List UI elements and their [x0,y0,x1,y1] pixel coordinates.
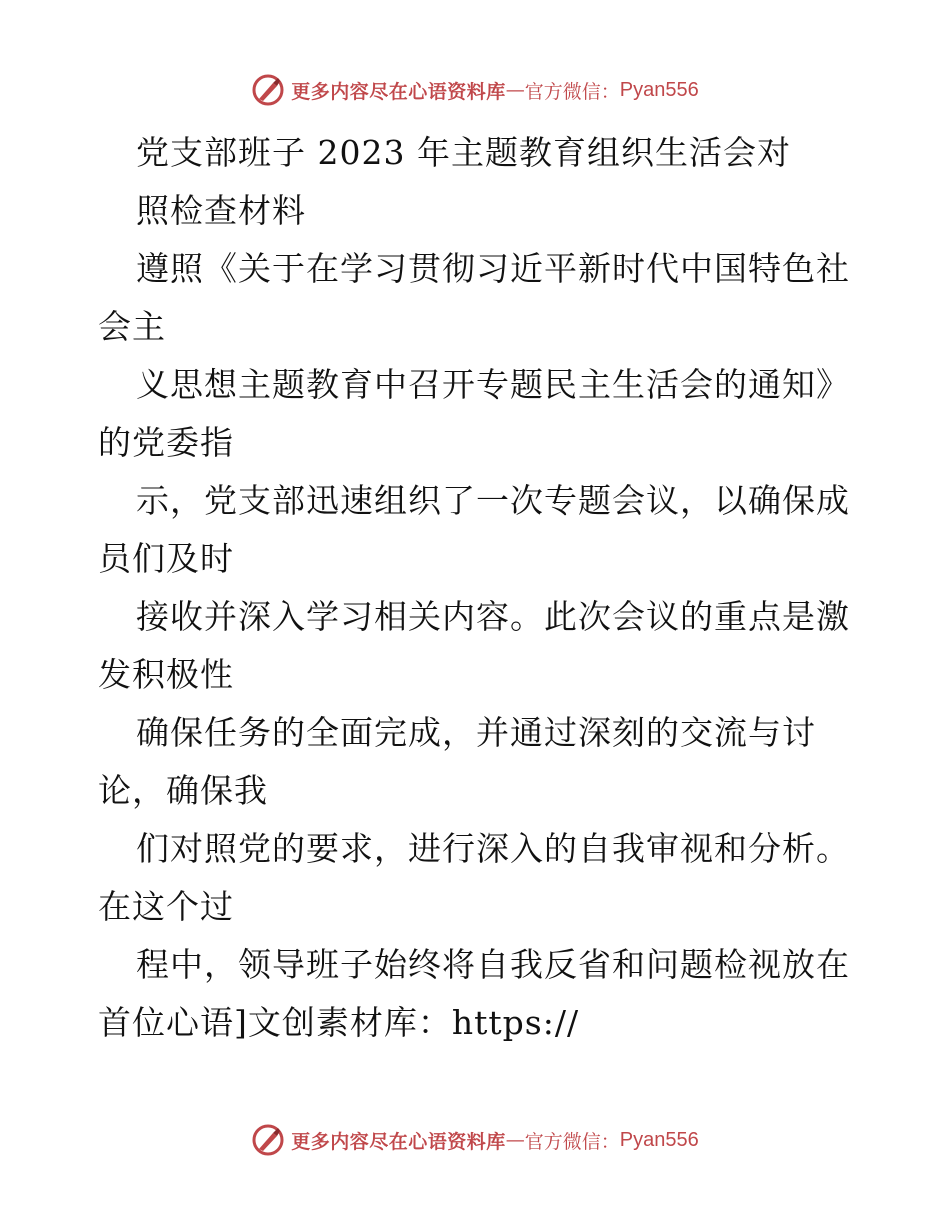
text-line: 确保任务的全面完成，并通过深刻的交流与讨 [136,713,816,752]
watermark-separator: — [505,79,525,101]
text-line: 员们及时 [98,539,234,578]
pen-logo-icon [251,1123,285,1157]
text-line: 接收并深入学习相关内容。此次会议的重点是激 [136,597,850,636]
text-line: 照检查材料 [136,191,306,230]
watermark-id: Pyan556 [619,78,699,101]
watermark-separator: — [505,1129,525,1151]
text-line: 会主 [98,307,166,346]
text-line: 程中，领导班子始终将自我反省和问题检视放在 [136,945,850,984]
text-line: 在这个过 [98,887,234,926]
watermark-text: 更多内容尽在心语资料库 [291,80,506,103]
text-line: 党支部班子 2023 年主题教育组织生活会对 [136,133,791,172]
pen-logo-icon [251,73,285,107]
text-line: 义思想主题教育中召开专题民主生活会的通知》 [136,365,850,404]
footer-watermark [0,1120,950,1160]
text-line: 发积极性 [98,655,234,694]
text-line: 首位心语]文创素材库：https:// [98,1003,580,1042]
watermark-id: Pyan556 [619,1128,699,1151]
text-line: 示，党支部迅速组织了一次专题会议，以确保成 [136,481,850,520]
text-line: 遵照《关于在学习贯彻习近平新时代中国特色社 [136,249,850,288]
header-watermark [0,70,950,110]
watermark-suffix: 官方微信： [524,1130,620,1153]
text-line: 们对照党的要求，进行深入的自我审视和分析。 [136,829,850,868]
text-line: 论，确保我 [98,771,268,810]
watermark-group [251,73,699,107]
watermark-group [251,1123,699,1157]
watermark-suffix: 官方微信： [524,80,620,103]
text-line: 的党委指 [98,423,234,462]
document-body [98,124,858,1052]
watermark-text: 更多内容尽在心语资料库 [291,1130,506,1153]
